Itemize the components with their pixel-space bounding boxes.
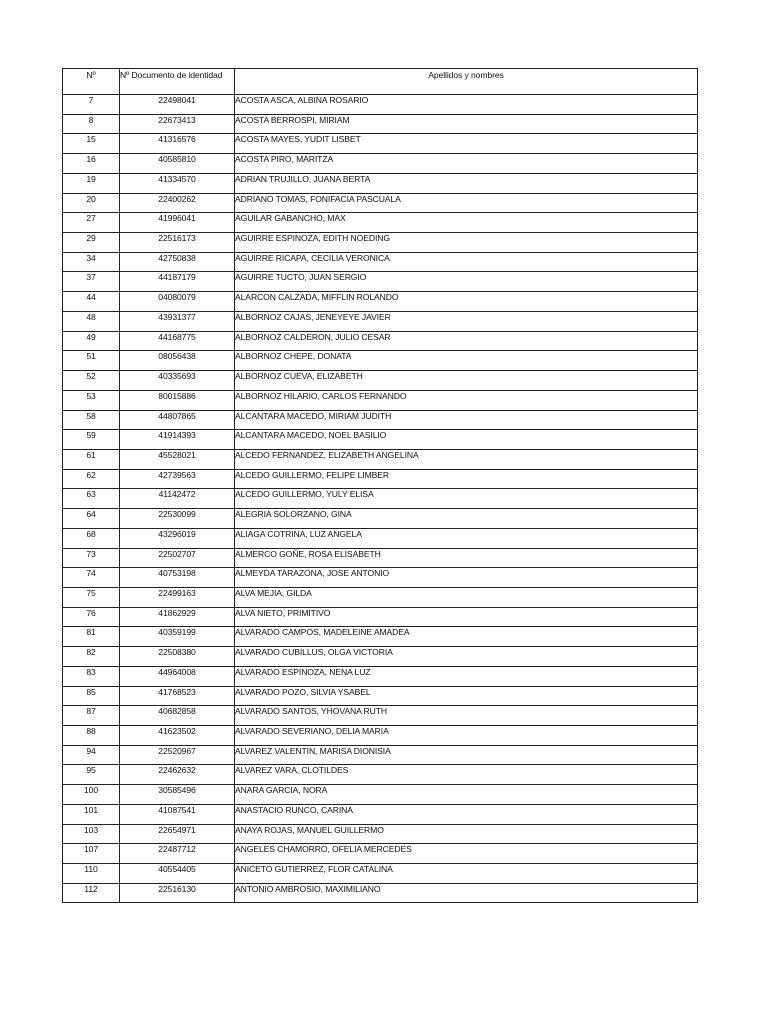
row-number-cell: 87	[63, 706, 120, 726]
document-id-cell: 40682858	[120, 706, 235, 726]
document-id-cell: 22520967	[120, 745, 235, 765]
table-row	[63, 686, 698, 706]
document-id-cell: 22502707	[120, 548, 235, 568]
full-name-cell: ALBORNOZ HILARIO, CARLOS FERNANDO	[235, 390, 698, 410]
table-body	[63, 95, 698, 903]
row-number-cell: 34	[63, 252, 120, 272]
table-row	[63, 568, 698, 588]
row-number-cell: 85	[63, 686, 120, 706]
row-number-cell: 110	[63, 864, 120, 884]
document-id-cell: 08056438	[120, 351, 235, 371]
row-number-cell: 59	[63, 430, 120, 450]
full-name-cell: ALVARADO SEVERIANO, DELIA MARIA	[235, 726, 698, 746]
row-number-cell: 20	[63, 193, 120, 213]
full-name-cell: ALCEDO GUILLERMO, YULY ELISA	[235, 489, 698, 509]
table-row	[63, 528, 698, 548]
document-id-cell: 41316576	[120, 134, 235, 154]
table-row	[63, 883, 698, 903]
document-id-cell: 22673413	[120, 114, 235, 134]
table-row	[63, 509, 698, 529]
full-name-cell: ALIAGA COTRINA, LUZ ANGELA	[235, 528, 698, 548]
column-header-document: Nº Documento de identidad	[120, 69, 235, 95]
table-row	[63, 824, 698, 844]
row-number-cell: 107	[63, 844, 120, 864]
full-name-cell: ANARA GARCIA, NORA	[235, 785, 698, 805]
row-number-cell: 103	[63, 824, 120, 844]
table-row	[63, 233, 698, 253]
full-name-cell: AGUIRRE TUCTO, JUAN SERGIO	[235, 272, 698, 292]
table-row	[63, 726, 698, 746]
full-name-cell: ALMERCO GOÑE, ROSA ELISABETH	[235, 548, 698, 568]
full-name-cell: AGUIRRE RICAPA, CECILIA VERONICA	[235, 252, 698, 272]
full-name-cell: ALBORNOZ CALDERON, JULIO CESAR	[235, 331, 698, 351]
row-number-cell: 62	[63, 469, 120, 489]
table-row	[63, 252, 698, 272]
document-id-cell: 43296019	[120, 528, 235, 548]
column-header-number: Nº	[63, 69, 120, 95]
document-id-cell: 40335693	[120, 371, 235, 391]
row-number-cell: 83	[63, 666, 120, 686]
full-name-cell: ANICETO GUTIERREZ, FLOR CATALINA	[235, 864, 698, 884]
row-number-cell: 100	[63, 785, 120, 805]
table-row	[63, 765, 698, 785]
full-name-cell: ALCANTARA MACEDO, MIRIAM JUDITH	[235, 410, 698, 430]
table-row	[63, 489, 698, 509]
document-id-cell: 22530099	[120, 509, 235, 529]
row-number-cell: 8	[63, 114, 120, 134]
table-row	[63, 587, 698, 607]
row-number-cell: 76	[63, 607, 120, 627]
row-number-cell: 44	[63, 292, 120, 312]
document-id-cell: 41768523	[120, 686, 235, 706]
table-row	[63, 134, 698, 154]
table-row	[63, 272, 698, 292]
full-name-cell: ACOSTA MAYES, YUDIT LISBET	[235, 134, 698, 154]
table-row	[63, 311, 698, 331]
row-number-cell: 7	[63, 95, 120, 115]
full-name-cell: ALBORNOZ CHEPE, DONATA	[235, 351, 698, 371]
full-name-cell: ANGELES CHAMORRO, OFELIA MERCEDES	[235, 844, 698, 864]
document-id-cell: 44187179	[120, 272, 235, 292]
row-number-cell: 27	[63, 213, 120, 233]
document-id-cell: 44964008	[120, 666, 235, 686]
row-number-cell: 81	[63, 627, 120, 647]
table-row	[63, 154, 698, 174]
full-name-cell: ALCEDO FERNANDEZ, ELIZABETH ANGELINA	[235, 449, 698, 469]
full-name-cell: ALVARADO CUBILLUS, OLGA VICTORIA	[235, 647, 698, 667]
table-row	[63, 173, 698, 193]
full-name-cell: ALVARADO ESPINOZA, NENA LUZ	[235, 666, 698, 686]
row-number-cell: 73	[63, 548, 120, 568]
row-number-cell: 101	[63, 804, 120, 824]
document-id-cell: 44807865	[120, 410, 235, 430]
table-row	[63, 292, 698, 312]
row-number-cell: 51	[63, 351, 120, 371]
full-name-cell: ACOSTA BERROSPI, MIRIAM	[235, 114, 698, 134]
row-number-cell: 74	[63, 568, 120, 588]
table-row	[63, 706, 698, 726]
full-name-cell: ALCANTARA MACEDO, NOEL BASILIO	[235, 430, 698, 450]
row-number-cell: 37	[63, 272, 120, 292]
document-id-cell: 41914393	[120, 430, 235, 450]
registry-table	[62, 68, 698, 903]
table-row	[63, 193, 698, 213]
document-id-cell: 30585496	[120, 785, 235, 805]
row-number-cell: 75	[63, 587, 120, 607]
row-number-cell: 49	[63, 331, 120, 351]
row-number-cell: 61	[63, 449, 120, 469]
table-row	[63, 666, 698, 686]
document-id-cell: 43931377	[120, 311, 235, 331]
table-row	[63, 647, 698, 667]
table-row	[63, 627, 698, 647]
full-name-cell: ALMEYDA TARAZONA, JOSE ANTONIO	[235, 568, 698, 588]
document-id-cell: 44168775	[120, 331, 235, 351]
row-number-cell: 15	[63, 134, 120, 154]
row-number-cell: 68	[63, 528, 120, 548]
document-id-cell: 40585810	[120, 154, 235, 174]
document-id-cell: 22508380	[120, 647, 235, 667]
document-id-cell: 22498041	[120, 95, 235, 115]
full-name-cell: ALVAREZ VARA, CLOTILDES	[235, 765, 698, 785]
full-name-cell: ALEGRIA SOLORZANO, GINA	[235, 509, 698, 529]
full-name-cell: ALARCON CALZADA, MIFFLIN ROLANDO	[235, 292, 698, 312]
document-id-cell: 22400262	[120, 193, 235, 213]
full-name-cell: ANASTACIO RUNCO, CARINA	[235, 804, 698, 824]
full-name-cell: ALBORNOZ CUEVA, ELIZABETH	[235, 371, 698, 391]
row-number-cell: 58	[63, 410, 120, 430]
table-header	[63, 69, 698, 95]
full-name-cell: ALVARADO POZO, SILVIA YSABEL	[235, 686, 698, 706]
full-name-cell: ALVARADO CAMPOS, MADELEINE AMADEA	[235, 627, 698, 647]
full-name-cell: ALVAREZ VALENTIN, MARISA DIONISIA	[235, 745, 698, 765]
full-name-cell: ACOSTA PIRO, MARITZA	[235, 154, 698, 174]
document-id-cell: 80015886	[120, 390, 235, 410]
full-name-cell: ACOSTA ASCA, ALBINA ROSARIO	[235, 95, 698, 115]
table-row	[63, 864, 698, 884]
column-header-names: Apellidos y nombres	[235, 69, 698, 95]
document-id-cell: 41087541	[120, 804, 235, 824]
document-id-cell: 40359199	[120, 627, 235, 647]
full-name-cell: ALCEDO GUILLERMO, FELIPE LIMBER	[235, 469, 698, 489]
table-row	[63, 430, 698, 450]
row-number-cell: 82	[63, 647, 120, 667]
full-name-cell: ADRIAN TRUJILLO, JUANA BERTA	[235, 173, 698, 193]
row-number-cell: 29	[63, 233, 120, 253]
table-row	[63, 351, 698, 371]
document-id-cell: 41142472	[120, 489, 235, 509]
table-row	[63, 95, 698, 115]
table-row	[63, 114, 698, 134]
table-row	[63, 785, 698, 805]
table-row	[63, 745, 698, 765]
document-id-cell: 41996041	[120, 213, 235, 233]
full-name-cell: AGUILAR GABANCHO, MAX	[235, 213, 698, 233]
row-number-cell: 53	[63, 390, 120, 410]
full-name-cell: ANTONIO AMBROSIO, MAXIMILIANO	[235, 883, 698, 903]
full-name-cell: ALBORNOZ CAJAS, JENEYEYE JAVIER	[235, 311, 698, 331]
document-id-cell: 45528021	[120, 449, 235, 469]
full-name-cell: ALVA MEJIA, GILDA	[235, 587, 698, 607]
document-id-cell: 41334570	[120, 173, 235, 193]
table-row	[63, 331, 698, 351]
table-row	[63, 371, 698, 391]
document-id-cell: 22516173	[120, 233, 235, 253]
document-id-cell: 42750838	[120, 252, 235, 272]
table-row	[63, 449, 698, 469]
table-row	[63, 804, 698, 824]
document-id-cell: 22487712	[120, 844, 235, 864]
row-number-cell: 88	[63, 726, 120, 746]
table-row	[63, 548, 698, 568]
row-number-cell: 63	[63, 489, 120, 509]
table-row	[63, 390, 698, 410]
table-row	[63, 607, 698, 627]
full-name-cell: ADRIANO TOMAS, FONIFACIA PASCUALA	[235, 193, 698, 213]
row-number-cell: 19	[63, 173, 120, 193]
document-id-cell: 42739563	[120, 469, 235, 489]
row-number-cell: 95	[63, 765, 120, 785]
row-number-cell: 16	[63, 154, 120, 174]
document-id-cell: 41862929	[120, 607, 235, 627]
full-name-cell: AGUIRRE ESPINOZA, EDITH NOEDING	[235, 233, 698, 253]
row-number-cell: 52	[63, 371, 120, 391]
document-id-cell: 22654971	[120, 824, 235, 844]
full-name-cell: ALVARADO SANTOS, YHOVANA RUTH	[235, 706, 698, 726]
table-row	[63, 844, 698, 864]
row-number-cell: 48	[63, 311, 120, 331]
document-id-cell: 40753198	[120, 568, 235, 588]
table-row	[63, 469, 698, 489]
row-number-cell: 64	[63, 509, 120, 529]
document-id-cell: 40554405	[120, 864, 235, 884]
document-id-cell: 41623502	[120, 726, 235, 746]
full-name-cell: ALVA NIETO, PRIMITIVO	[235, 607, 698, 627]
header-row	[63, 69, 698, 95]
row-number-cell: 94	[63, 745, 120, 765]
document-id-cell: 22462632	[120, 765, 235, 785]
document-id-cell: 22499163	[120, 587, 235, 607]
table-row	[63, 410, 698, 430]
document-id-cell: 22516130	[120, 883, 235, 903]
table-row	[63, 213, 698, 233]
document-id-cell: 04080079	[120, 292, 235, 312]
row-number-cell: 112	[63, 883, 120, 903]
full-name-cell: ANAYA ROJAS, MANUEL GUILLERMO	[235, 824, 698, 844]
